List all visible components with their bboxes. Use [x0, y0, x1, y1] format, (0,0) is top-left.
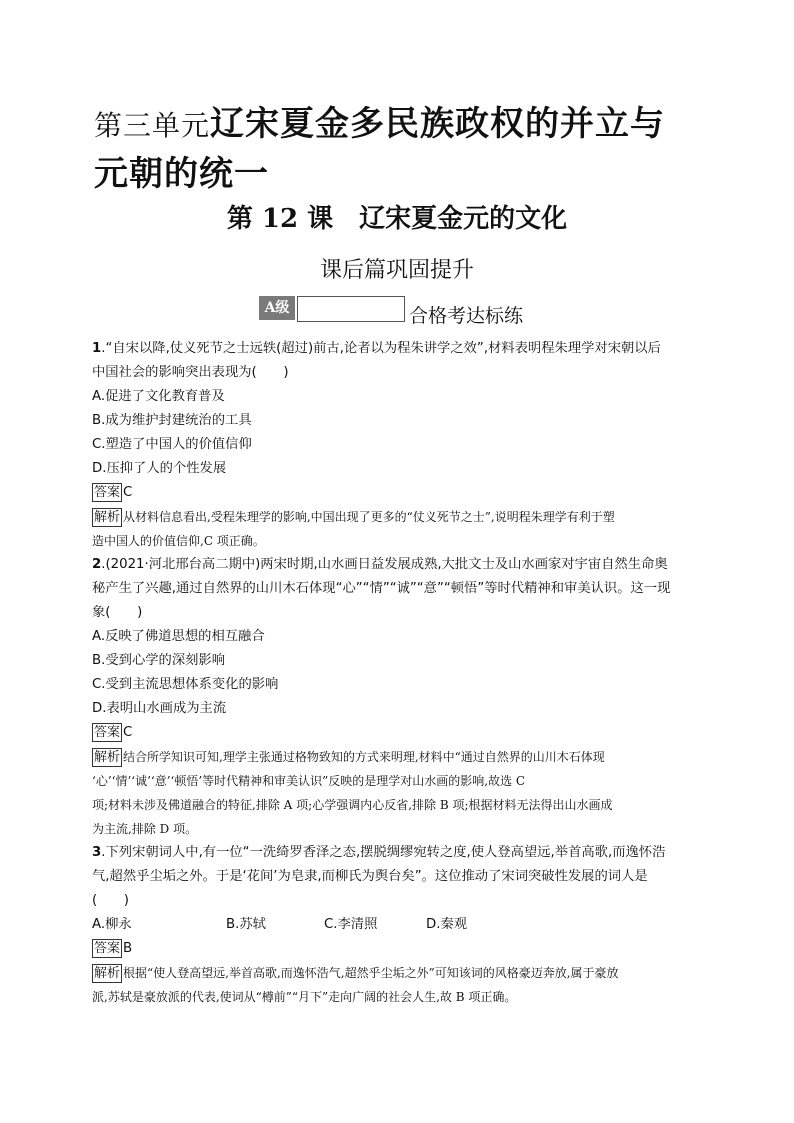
- question-stem-line: [92, 841, 702, 865]
- question-stem-line: 中国社会的影响突出表现为( ): [92, 365, 289, 380]
- question-stem-line: 气,超然乎尘垢之外。于是‘花间’为皂隶,而柳氏为舆台矣”。这位推动了宋词突破性发展的词人是: [92, 869, 648, 884]
- answer-value: B: [123, 941, 133, 956]
- unit-title-line1: 辽宋夏金多民族政权的并立与: [210, 104, 666, 144]
- question-stem-line: 秘产生了兴趣,通过自然界的山川木石体现“心”“情”“诚”“意”“顿悟”等时代精神和审美认识。这一现: [92, 581, 671, 596]
- question-stem-line: 象( ): [92, 605, 143, 620]
- answer-row: [92, 937, 702, 961]
- question-3: [92, 841, 702, 1009]
- option-c: C.李清照: [324, 917, 378, 932]
- answer-tag: 答案: [94, 484, 121, 500]
- option-a: A.反映了佛道思想的相互融合: [92, 629, 265, 644]
- options-row: [92, 913, 702, 937]
- option-c: C.塑造了中国人的价值信仰: [92, 437, 252, 452]
- explanation: [92, 745, 702, 841]
- option-b: B.成为维护封建统治的工具: [92, 413, 252, 428]
- explanation: [92, 961, 702, 1009]
- section-title: 课后篇巩固提升: [319, 258, 474, 283]
- explain-line: 派,苏轼是豪放派的代表,使词从“樽前”“月下”走向广阔的社会人生,故 B 项正确。: [92, 990, 517, 1004]
- stem-text: .“自宋以降,仗义死节之士远轶(超过)前古,论者以为程朱讲学之效”,材料表明程朱理学对宋朝以后: [101, 341, 661, 356]
- question-number: 3: [92, 845, 102, 860]
- answer-value: C: [123, 725, 133, 740]
- question-stem-line: [92, 337, 702, 361]
- level-badge: A级: [259, 296, 295, 320]
- explain-line: 从材料信息看出,受程朱理学的影响,中国出现了更多的“仗义死节之士”,说明程朱理学有利于塑: [123, 510, 615, 524]
- unit-title: [94, 100, 714, 198]
- option-a: A.促进了文化教育普及: [92, 389, 225, 404]
- unit-prefix: 第三单元: [94, 109, 211, 142]
- answer-tag: 答案: [94, 724, 121, 740]
- explain-line: ‘心’‘情’‘诚’‘意’‘顿悟’等时代精神和审美认识”反映的是理学对山水画的影响,故选 C: [92, 774, 526, 788]
- explain-line: 根据“使人登高望远,举首高歌,而逸怀浩气,超然乎尘垢之外”可知该词的风格豪迈奔放,属于豪放: [123, 966, 619, 980]
- question-list: [92, 337, 702, 1009]
- question-number: 1: [92, 341, 102, 356]
- option-b: B.苏轼: [226, 917, 266, 932]
- option-b: B.受到心学的深刻影响: [92, 653, 226, 668]
- explain-tag: 解析: [94, 966, 121, 981]
- option-d: D.秦观: [426, 917, 468, 932]
- explain-line: 结合所学知识可知,理学主张通过格物致知的方式来明理,材料中“通过自然界的山川木石体现: [123, 750, 605, 764]
- question-stem-line: [92, 553, 702, 577]
- stem-text: .(2021·河北邢台高二期中)两宋时期,山水画日益发展成熟,大批文士及山水画家对宇宙自然生命奥: [101, 557, 668, 572]
- answer-row: [92, 481, 702, 505]
- option-d: D.表明山水画成为主流: [92, 701, 227, 716]
- question-stem-line: ( ): [92, 893, 129, 908]
- explain-tag: 解析: [94, 750, 121, 765]
- option-d: D.压抑了人的个性发展: [92, 461, 227, 476]
- answer-value: C: [123, 485, 133, 500]
- option-a: A.柳永: [92, 917, 132, 932]
- explain-line: 项;材料未涉及佛道融合的特征,排除 A 项;心学强调内心反省,排除 B 项;根据材料无法得出山水画成: [92, 798, 613, 812]
- explanation: [92, 505, 702, 553]
- answer-row: [92, 721, 702, 745]
- question-number: 2: [92, 557, 102, 572]
- answer-tag: 答案: [94, 940, 121, 956]
- level-label: 合格考达标练: [409, 305, 524, 327]
- question-1: [92, 337, 702, 553]
- question-2: [92, 553, 702, 841]
- explain-line: 造中国人的价值信仰,C 项正确。: [92, 534, 265, 548]
- lesson-title: 第 12 课 辽宋夏金元的文化: [226, 204, 568, 234]
- explain-line: 为主流,排除 D 项。: [92, 822, 198, 836]
- level-box: [297, 296, 405, 322]
- option-c: C.受到主流思想体系变化的影响: [92, 677, 279, 692]
- stem-text: .下列宋朝词人中,有一位“一洗绮罗香泽之态,摆脱绸缪宛转之度,使人登高望远,举首高歌,而逸怀浩: [101, 845, 666, 860]
- explain-tag: 解析: [94, 510, 121, 525]
- unit-title-line2: 元朝的统一: [94, 154, 269, 194]
